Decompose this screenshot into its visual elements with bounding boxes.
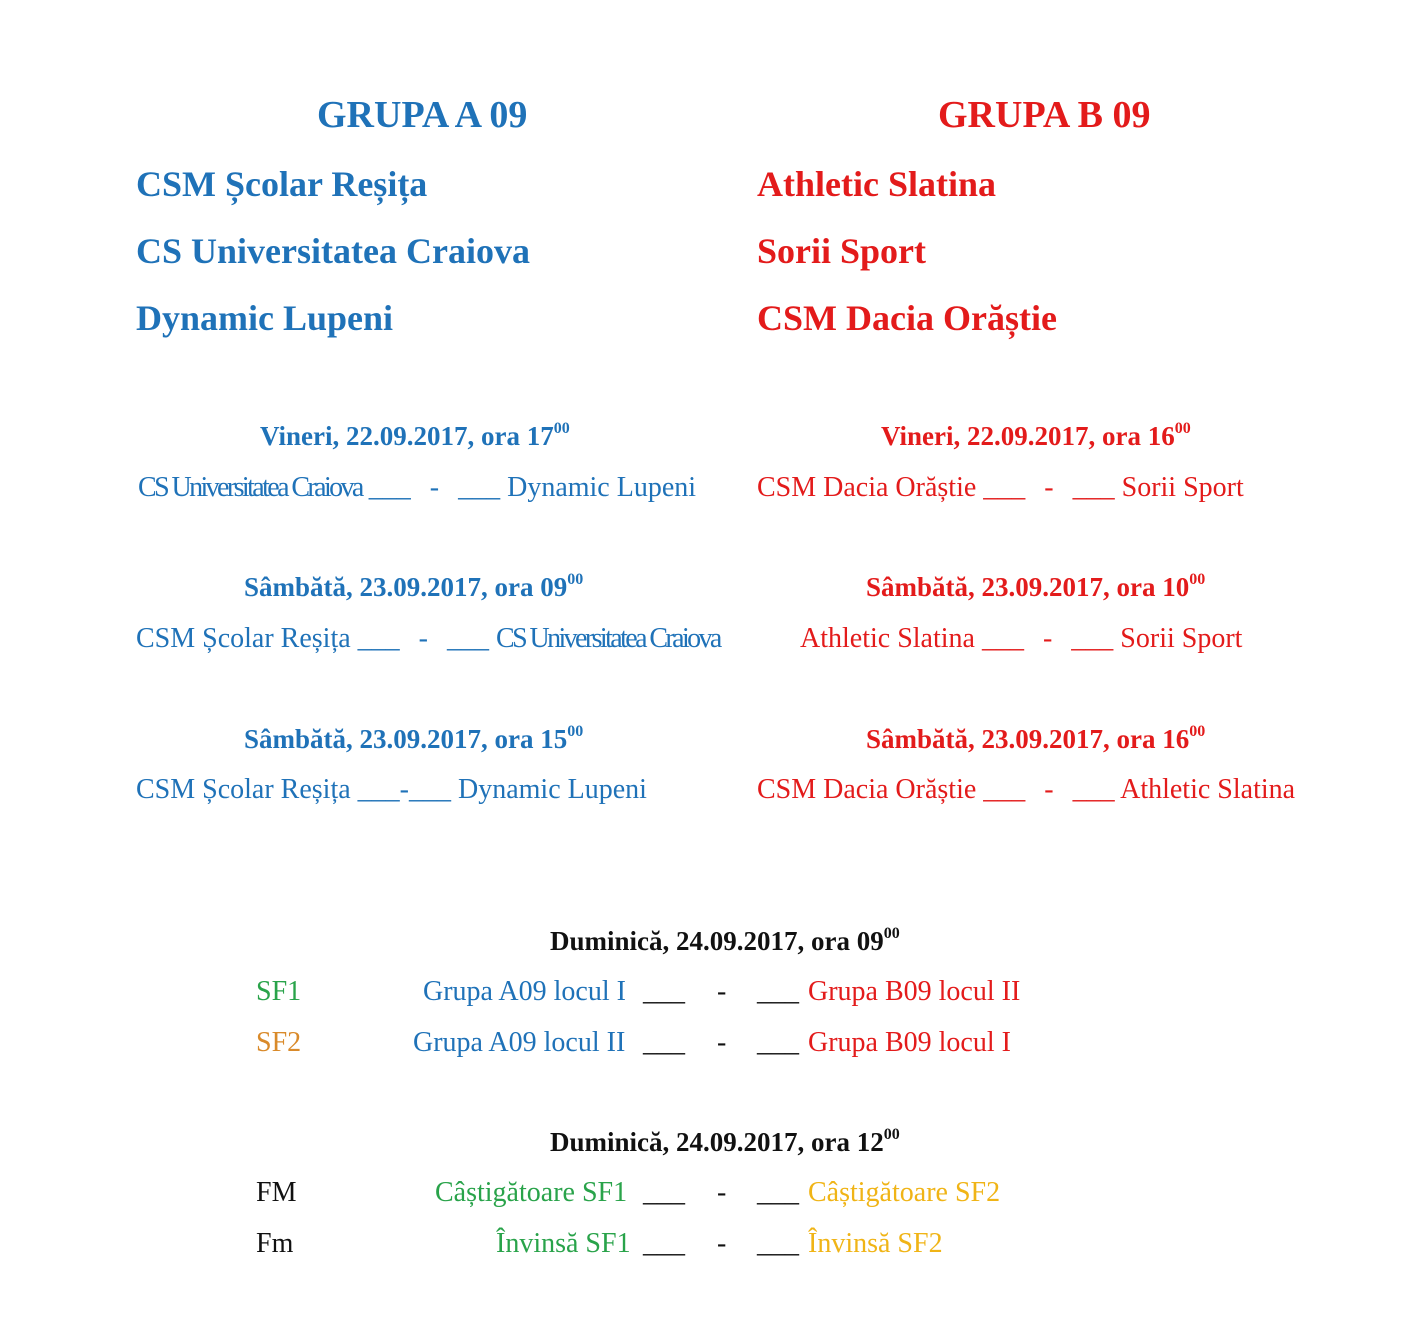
score-blank-away: ___ <box>447 623 489 654</box>
sf1-blank-away: ___ <box>757 976 799 1007</box>
sf1-dash: - <box>717 976 727 1007</box>
home-team: Athletic Slatina <box>800 623 975 654</box>
score-blank-away: ___ <box>1072 774 1115 805</box>
score-blank-away: ___ <box>458 472 501 503</box>
away-team: Dynamic Lupeni <box>458 774 647 805</box>
home-team: CSM Școlar Reșița <box>136 623 351 654</box>
sf2-away: Grupa B09 locul I <box>808 1027 1011 1058</box>
final-minor-label: Fm <box>256 1228 294 1259</box>
final-minor-home: Învinsă SF1 <box>496 1228 631 1259</box>
final-minor-away: Învinsă SF2 <box>808 1228 943 1259</box>
final-major-home: Câștigătoare SF1 <box>435 1177 628 1208</box>
score-blank-home: ___ <box>983 472 1026 503</box>
score-dash: - <box>399 774 409 805</box>
group-a-match-2-date: Sâmbătă, 23.09.2017, ora $09^{00}$ <box>244 571 584 602</box>
final-major-dash: - <box>717 1177 727 1208</box>
away-team: Dynamic Lupeni <box>507 472 697 503</box>
final-minor-blank-away: ___ <box>757 1228 799 1259</box>
group-a-match-1 <box>138 472 696 504</box>
sf1-away: Grupa B09 locul II <box>808 976 1021 1007</box>
group-b-match-1-date: Vineri, 22.09.2017, ora $16^{00}$ <box>881 420 1191 451</box>
away-team: Sorii Sport <box>1121 472 1244 503</box>
score-dash: - <box>429 472 440 503</box>
sf2-blank-away: ___ <box>757 1027 799 1058</box>
group-b-match-1 <box>757 472 1244 504</box>
final-major-label: FM <box>256 1177 297 1208</box>
final-major-blank-home: ___ <box>643 1177 685 1208</box>
group-a-team-1: CSM Școlar Reșița <box>136 164 428 204</box>
score-blank-home: ___ <box>357 774 400 805</box>
score-blank-away: ___ <box>1072 472 1115 503</box>
final-major-blank-away: ___ <box>757 1177 799 1208</box>
group-b-team-1: Athletic Slatina <box>757 164 996 204</box>
semifinals-date: Duminică, 24.09.2017, ora $09^{00}$ <box>550 925 900 956</box>
finals-date: Duminică, 24.09.2017, ora $12^{00}$ <box>550 1126 900 1157</box>
group-b-team-2: Sorii Sport <box>757 231 927 271</box>
final-minor-dash: - <box>717 1228 727 1259</box>
home-team: CSM Școlar Reșița <box>136 774 351 805</box>
score-blank-home: ___ <box>981 623 1024 654</box>
score-dash: - <box>1042 623 1053 654</box>
sf1-home: Grupa A09 locul I <box>423 976 626 1007</box>
sf2-dash: - <box>717 1027 727 1058</box>
home-team: CSM Dacia Orăștie <box>757 472 977 503</box>
group-b-match-3 <box>757 774 1295 806</box>
group-a-match-3 <box>136 774 647 806</box>
score-dash: - <box>1044 472 1054 503</box>
score-dash: - <box>418 623 428 654</box>
score-blank-away: ___ <box>1071 623 1114 654</box>
final-major-away: Câștigătoare SF2 <box>808 1177 1001 1208</box>
group-a-title: GRUPA A 09 <box>317 94 528 136</box>
sf1-label: SF1 <box>256 976 302 1007</box>
score-dash: - <box>1044 774 1054 805</box>
away-team: CS Universitatea Craiova <box>496 623 720 654</box>
group-b-match-3-date: Sâmbătă, 23.09.2017, ora $16^{00}$ <box>866 723 1206 754</box>
group-b-team-3: CSM Dacia Orăștie <box>757 298 1057 338</box>
sf2-blank-home: ___ <box>643 1027 685 1058</box>
final-minor-blank-home: ___ <box>643 1228 685 1259</box>
group-a-match-2 <box>136 623 720 655</box>
group-a-match-3-date: Sâmbătă, 23.09.2017, ora $15^{00}$ <box>244 723 584 754</box>
away-team: Sorii Sport <box>1120 623 1243 654</box>
score-blank-away: ___ <box>409 774 451 805</box>
home-team: CS Universitatea Craiova <box>138 472 362 503</box>
group-a-team-3: Dynamic Lupeni <box>136 298 394 338</box>
group-b-match-2 <box>800 623 1242 655</box>
group-a-match-1-date: Vineri, 22.09.2017, ora $17^{00}$ <box>260 420 570 451</box>
score-blank-home: ___ <box>368 472 411 503</box>
group-b-title: GRUPA B 09 <box>938 94 1151 136</box>
home-team: CSM Dacia Orăștie <box>757 774 977 805</box>
group-b-match-2-date: Sâmbătă, 23.09.2017, ora $10^{00}$ <box>866 571 1206 602</box>
score-blank-home: ___ <box>357 623 400 654</box>
score-blank-home: ___ <box>983 774 1026 805</box>
sf2-label: SF2 <box>256 1027 302 1058</box>
group-a-team-2: CS Universitatea Craiova <box>136 231 530 271</box>
sf1-blank-home: ___ <box>643 976 685 1007</box>
away-team: Athletic Slatina <box>1120 774 1296 805</box>
sf2-home: Grupa A09 locul II <box>413 1027 626 1058</box>
